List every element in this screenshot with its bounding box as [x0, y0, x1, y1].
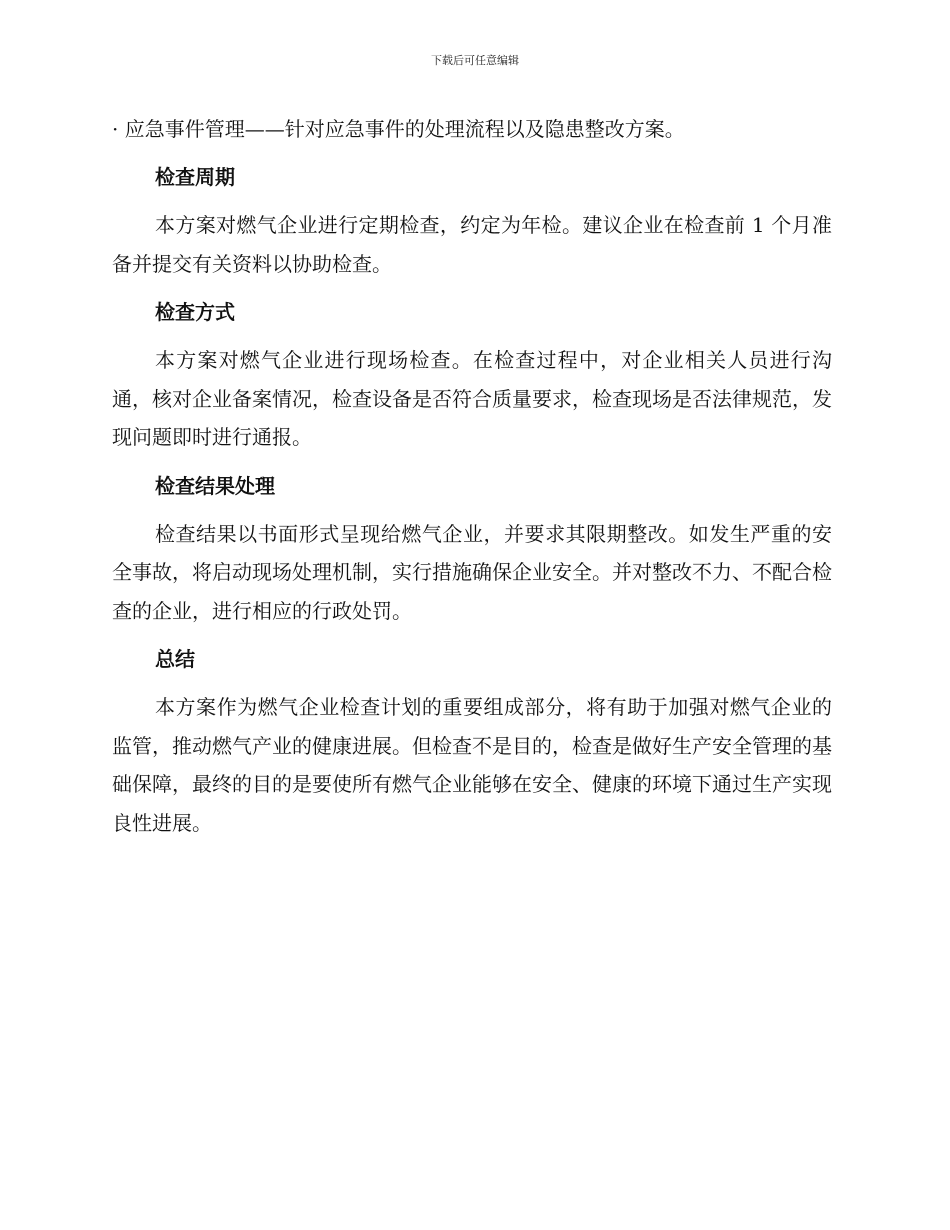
section-heading-result-handling: 检查结果处理 — [155, 473, 275, 498]
section-heading-inspection-cycle: 检查周期 — [155, 165, 235, 189]
section-paragraph-inspection-cycle: 本方案对燃气企业进行定期检查，约定为年检。建议企业在检查前 1 个月准备并提交有关资料以协助检查。 — [112, 213, 832, 276]
section-heading-inspection-method: 检查方式 — [155, 300, 235, 324]
section-heading-summary: 总结 — [155, 647, 195, 671]
section-paragraph-inspection-method: 本方案对燃气企业进行现场检查。在检查过程中，对企业相关人员进行沟通，核对企业备案情况，检查设备是否符合质量要求，检查现场是否法律规范，发现问题即时进行通报。 — [112, 348, 832, 449]
bullet-item-emergency: · 应急事件管理——针对应急事件的处理流程以及隐患整改方案。 — [112, 117, 685, 141]
header-note: 下载后可任意编辑 — [431, 54, 519, 67]
section-paragraph-result-handling: 检查结果以书面形式呈现给燃气企业，并要求其限期整改。如发生严重的安全事故，将启动现场处理机制，实行措施确保企业安全。并对整改不力、不配合检查的企业，进行相应的行政处罚。 — [112, 521, 832, 623]
section-paragraph-summary: 本方案作为燃气企业检查计划的重要组成部分，将有助于加强对燃气企业的监管，推动燃气产业的健康进展。但检查不是目的，检查是做好生产安全管理的基础保障，最终的目的是要使所有燃气企业能够在安全、健康的环境下通过生产实现良性进展。 — [112, 695, 832, 835]
document-body — [112, 110, 832, 852]
